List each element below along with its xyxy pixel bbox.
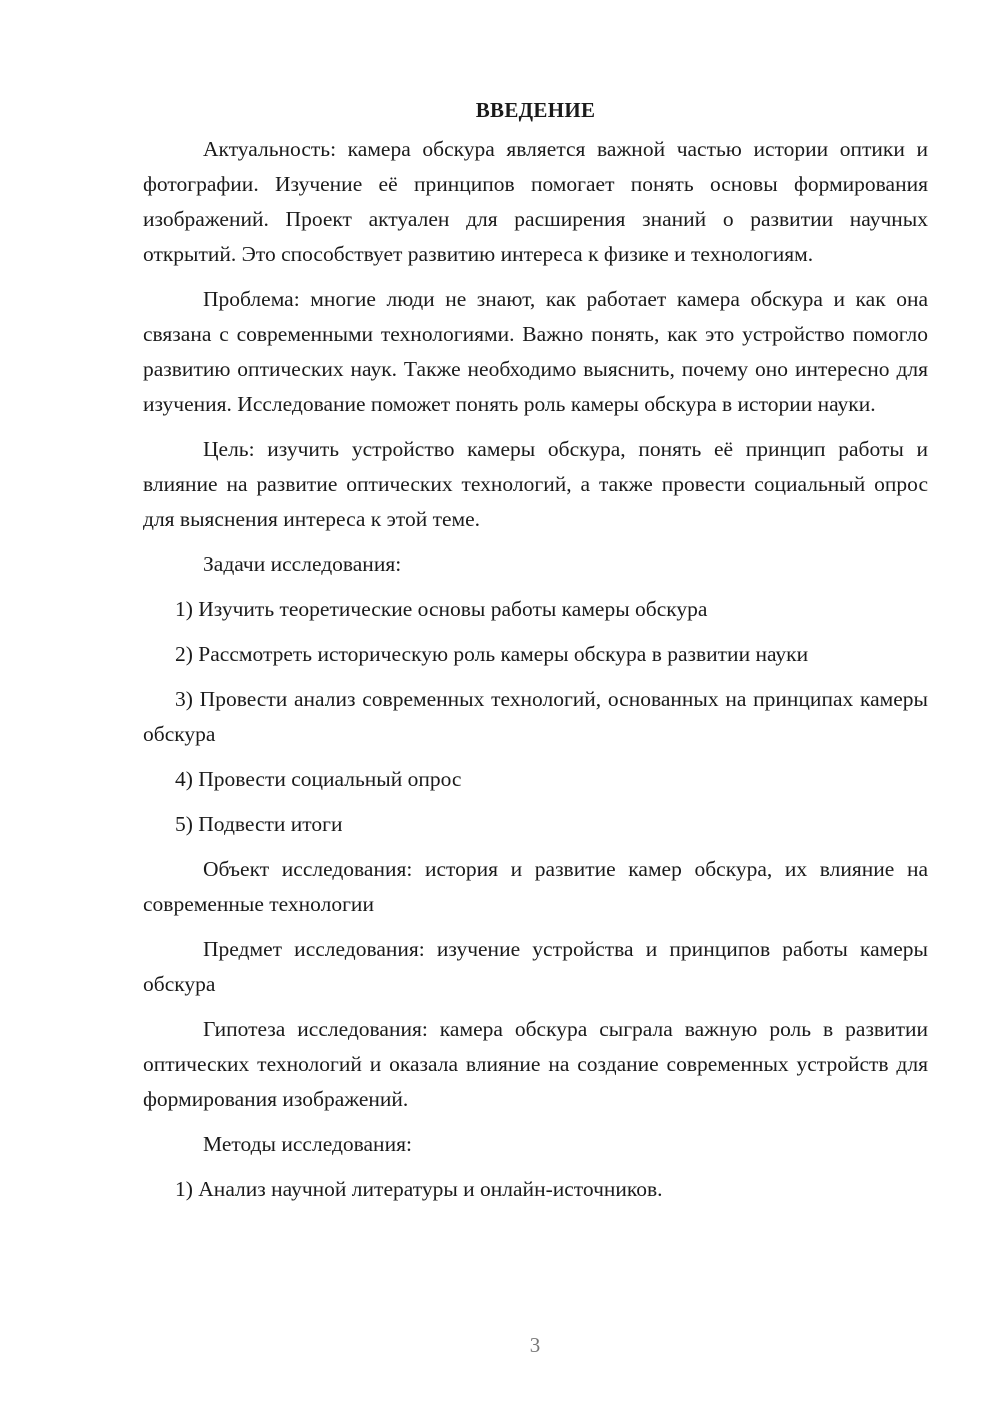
- goal-paragraph: Цель: изучить устройство камеры обскура, понять её принцип работы и влияние на развитие оптических технологий, а также провести социальный опрос для выяснения интереса к этой теме.: [143, 437, 928, 531]
- tasks-label: Задачи исследования:: [203, 552, 402, 576]
- object-paragraph: Объект исследования: история и развитие камер обскура, их влияние на современные технологии: [143, 857, 928, 916]
- task-item: 1) Изучить теоретические основы работы камеры обскура: [175, 597, 708, 621]
- task-item: 2) Рассмотреть историческую роль камеры обскура в развитии науки: [175, 642, 809, 666]
- method-item: 1) Анализ научной литературы и онлайн-источников.: [175, 1177, 663, 1201]
- document-page: [143, 92, 928, 1217]
- methods-label: Методы исследования:: [203, 1132, 412, 1156]
- page-number: 3: [529, 1333, 541, 1357]
- hypothesis-paragraph: Гипотеза исследования: камера обскура сыграла важную роль в развитии оптических технологий и оказала влияние на создание современных устройств для формирования изображений.: [143, 1017, 928, 1111]
- task-item: 3) Провести анализ современных технологий, основанных на принципах камеры обскура: [143, 687, 928, 746]
- section-heading: ВВЕДЕНИЕ: [475, 98, 596, 122]
- task-item: 5) Подвести итоги: [175, 812, 343, 836]
- task-item: 4) Провести социальный опрос: [175, 767, 462, 791]
- problem-paragraph: Проблема: многие люди не знают, как работает камера обскура и как она связана с современными технологиями. Важно понять, как это устройство помогло развитию оптических наук. Также необходимо выяснить, почему оно интересно для изучения. Исследование поможет понять роль камеры обскура в истории науки.: [143, 287, 928, 416]
- subject-paragraph: Предмет исследования: изучение устройства и принципов работы камеры обскура: [143, 937, 928, 996]
- relevance-paragraph: Актуальность: камера обскура является важной частью истории оптики и фотографии. Изучение её принципов помогает понять основы формирования изображений. Проект актуален для расширения знаний о развитии научных открытий. Это способствует развитию интереса к физике и технологиям.: [143, 137, 928, 266]
